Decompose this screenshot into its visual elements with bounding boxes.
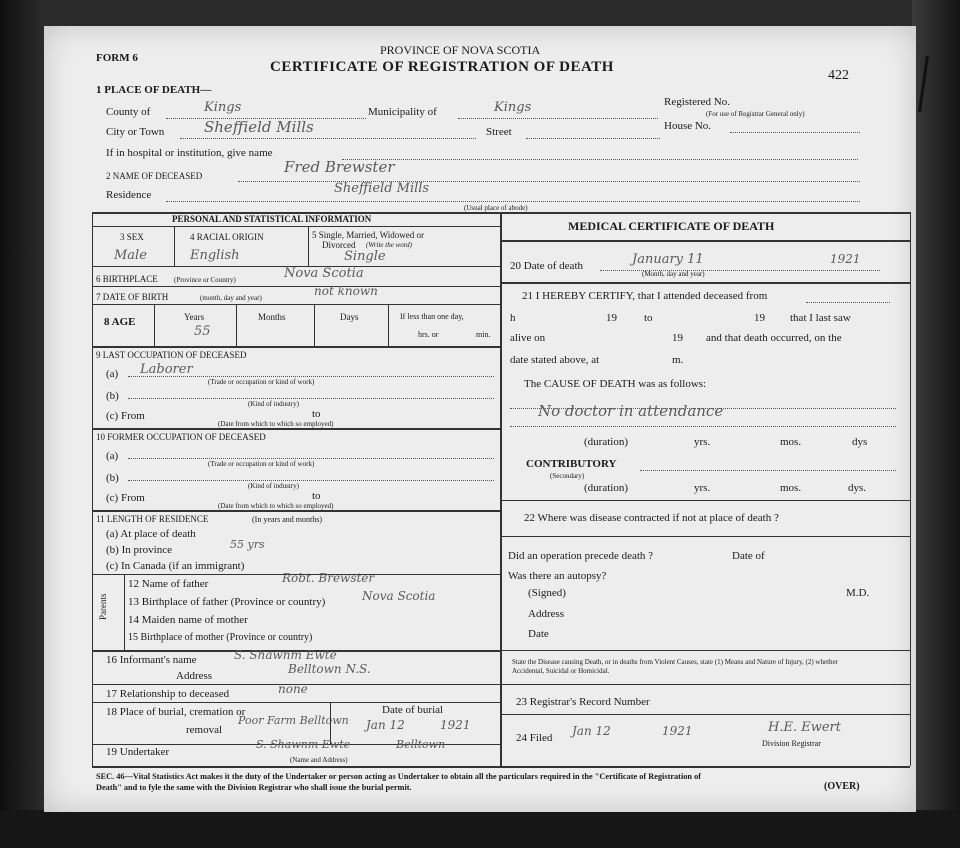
residence-b: (b) In province — [106, 544, 172, 556]
occ-c-note: (Date from which to which so employed) — [218, 420, 334, 428]
informant-label: 16 Informant's name — [106, 654, 197, 666]
deceased-name-label: 2 NAME OF DECEASED — [106, 171, 203, 181]
min-label: min. — [476, 330, 491, 339]
certificate-title: CERTIFICATE OF REGISTRATION OF DEATH — [270, 59, 614, 75]
birthplace-value: Nova Scotia — [284, 266, 364, 281]
city-label: City or Town — [106, 126, 165, 138]
burial-date-label: Date of burial — [382, 704, 444, 716]
occ-c-label: (c) From — [106, 410, 145, 422]
occ-a-label: (a) — [106, 368, 119, 380]
mother-birthplace-label: 15 Birthplace of mother (Province or country) — [128, 632, 313, 643]
secondary-label: (Secondary) — [550, 472, 585, 480]
county-value: Kings — [204, 100, 242, 115]
where-contracted: 22 Where was disease contracted if not at place of death ? — [524, 512, 779, 524]
undertaker-label: 19 Undertaker — [106, 746, 170, 758]
province-heading: PROVINCE OF NOVA SCOTIA — [380, 43, 541, 57]
relationship-label: 17 Relationship to deceased — [106, 688, 230, 700]
focc-b-label: (b) — [106, 472, 119, 484]
focc-a-note: (Trade or occupation or kind of work) — [208, 460, 315, 468]
cause-value: No doctor in attendance — [538, 402, 724, 420]
medical-heading: MEDICAL CERTIFICATE OF DEATH — [568, 219, 775, 233]
registrar-signature: H.E. Ewert — [768, 720, 841, 735]
registered-note: (For use of Registrar General only) — [706, 110, 805, 118]
med-address-label: Address — [528, 608, 565, 620]
death-date-label: 20 Date of death — [510, 260, 583, 272]
yrs-1: yrs. — [694, 436, 711, 448]
contributory-label: CONTRIBUTORY — [526, 458, 617, 470]
marital-label-note: (Write the word) — [366, 241, 413, 249]
nineteen-c: 19 — [672, 332, 683, 344]
burial-place-label: 18 Place of burial, cremation or — [106, 706, 246, 718]
county-label: County of — [106, 106, 151, 118]
occ-c-to: to — [312, 408, 321, 420]
m-label: m. — [672, 354, 684, 366]
occupation-value: Laborer — [140, 362, 193, 377]
undertaker-place: Belltown — [396, 738, 446, 751]
date-of-label: Date of — [732, 550, 765, 562]
duration-1: (duration) — [584, 436, 628, 448]
md-label: M.D. — [846, 587, 870, 599]
municipality-label: Municipality of — [368, 106, 437, 118]
mother-label: 14 Maiden name of mother — [128, 614, 248, 626]
focc-c-note: (Date from which to which so employed) — [218, 502, 334, 510]
operation-label: Did an operation precede death ? — [508, 550, 654, 562]
dob-note: (month, day and year) — [200, 294, 262, 302]
parents-side-label: Parents — [98, 593, 108, 620]
nineteen-b: 19 — [754, 312, 765, 324]
filed-year: 1921 — [662, 724, 693, 738]
scan-border-left — [0, 0, 44, 848]
days-label: Days — [340, 312, 359, 322]
birthplace-label: 6 BIRTHPLACE — [96, 274, 158, 284]
relationship-value: none — [278, 682, 308, 696]
dob-label: 7 DATE OF BIRTH — [96, 292, 169, 302]
racial-value: English — [190, 248, 240, 263]
last-occupation-heading: 9 LAST OCCUPATION OF DECEASED — [96, 350, 247, 360]
focc-c-label: (c) From — [106, 492, 145, 504]
record-number-label: 23 Registrar's Record Number — [516, 696, 650, 708]
date-stated: date stated above, at — [510, 354, 600, 366]
death-date-note: (Month, day and year) — [642, 270, 705, 278]
mos-1: mos. — [780, 436, 802, 448]
undertaker-note: (Name and Address) — [290, 756, 348, 764]
hrs-label: hrs. or — [418, 330, 439, 339]
certify-text: 21 I HEREBY CERTIFY, that I attended deceased from — [522, 290, 768, 302]
residence-length-note: (In years and months) — [252, 515, 322, 524]
alive-h: h — [510, 312, 516, 324]
street-label: Street — [486, 126, 512, 138]
state-disease-note: State the Disease causing Death, or in deaths from Violent Causes, state (1) Means and Nature of Injury, (2) whether Accidental, Suicidal or Homicidal. — [512, 658, 838, 675]
cause-label: The CAUSE OF DEATH was as follows: — [524, 378, 707, 390]
scan-border-right — [912, 0, 960, 848]
father-birthplace-value: Nova Scotia — [362, 589, 436, 603]
residence-length-heading: 11 LENGTH OF RESIDENCE — [96, 514, 209, 524]
residence-label: Residence — [106, 189, 152, 201]
undertaker-value: S. Shawnm Ewte — [256, 738, 351, 751]
age-label: 8 AGE — [104, 316, 136, 328]
father-birthplace-label: 13 Birthplace of father (Province or country) — [128, 596, 326, 608]
death-occurred: and that death occurred, on the — [706, 332, 842, 344]
focc-a-label: (a) — [106, 450, 119, 462]
nineteen-a: 19 — [606, 312, 617, 324]
death-date-value: January 11 — [632, 252, 704, 267]
deceased-name-value: Fred Brewster — [284, 158, 395, 176]
duration-2: (duration) — [584, 482, 628, 494]
former-occupation-heading: 10 FORMER OCCUPATION OF DECEASED — [96, 432, 266, 442]
death-year-value: 1921 — [830, 252, 861, 266]
birthplace-note: (Province or Country) — [174, 276, 236, 284]
filed-value: Jan 12 — [572, 724, 611, 738]
years-value: 55 — [194, 324, 211, 339]
focc-c-to: to — [312, 490, 321, 502]
residence-note: (Usual place of abode) — [464, 204, 528, 212]
burial-place-value: Poor Farm Belltown — [238, 714, 349, 727]
burial-date-value: Jan 12 — [366, 718, 405, 732]
informant-address-label: Address — [176, 670, 213, 682]
scan-border-bottom — [0, 810, 960, 848]
occ-b-note: (Kind of industry) — [248, 400, 299, 408]
last-saw: that I last saw — [790, 312, 851, 324]
mos-2: mos. — [780, 482, 802, 494]
city-value: Sheffield Mills — [204, 118, 314, 136]
cert-to: to — [644, 312, 653, 324]
racial-label: 4 RACIAL ORIGIN — [190, 232, 264, 242]
form-number: FORM 6 — [96, 52, 138, 64]
over-label: (OVER) — [824, 781, 860, 792]
residence-c: (c) In Canada (if an immigrant) — [106, 560, 245, 572]
hospital-label: If in hospital or institution, give name — [106, 147, 273, 159]
record-number: 422 — [828, 68, 849, 83]
med-date-label: Date — [528, 628, 549, 640]
burial-year-value: 1921 — [440, 718, 471, 732]
yrs-2: yrs. — [694, 482, 711, 494]
occ-a-note: (Trade or occupation or kind of work) — [208, 378, 315, 386]
alive-on: alive on — [510, 332, 546, 344]
municipality-value: Kings — [494, 100, 532, 115]
sex-label: 3 SEX — [120, 232, 144, 242]
father-value: Robt. Brewster — [282, 571, 375, 585]
dob-value: not known — [314, 284, 378, 298]
residence-b-value: 55 yrs — [230, 538, 265, 551]
residence-value: Sheffield Mills — [334, 181, 430, 196]
burial-removal-label: removal — [186, 724, 223, 736]
father-label: 12 Name of father — [128, 578, 209, 590]
dys-2: dys. — [848, 482, 867, 494]
sex-value: Male — [114, 248, 147, 263]
house-label: House No. — [664, 120, 712, 132]
focc-b-note: (Kind of industry) — [248, 482, 299, 490]
footer-line-1: SEC. 46—Vital Statistics Act makes it the duty of the Undertaker or person acting as Undertaker to obtain all the particulars required in the "Certificate of Registration of — [96, 772, 702, 781]
informant-value: S. Shawnm Ewte — [234, 648, 337, 662]
registrar-title: Division Registrar — [762, 739, 821, 748]
informant-address-value: Belltown N.S. — [288, 662, 371, 676]
filed-label: 24 Filed — [516, 732, 553, 744]
years-label: Years — [184, 312, 205, 322]
marital-value: Single — [344, 249, 386, 264]
place-of-death-heading: 1 PLACE OF DEATH— — [96, 84, 212, 96]
personal-heading: PERSONAL AND STATISTICAL INFORMATION — [172, 214, 372, 224]
marital-label-1: 5 Single, Married, Widowed or — [312, 230, 424, 240]
residence-a: (a) At place of death — [106, 528, 196, 540]
less-than-day-label: If less than one day, — [400, 312, 464, 321]
months-label: Months — [258, 312, 286, 322]
occ-b-label: (b) — [106, 390, 119, 402]
certificate-paper — [44, 26, 916, 812]
footer-line-2: Death" and to fyle the same with the Division Registrar who shall issue the burial permit. — [96, 783, 412, 792]
signed-label: (Signed) — [528, 587, 566, 599]
registered-label: Registered No. — [664, 96, 730, 108]
autopsy-label: Was there an autopsy? — [508, 570, 607, 582]
marital-label-2: Divorced — [322, 240, 356, 250]
dys-1: dys — [852, 436, 868, 448]
